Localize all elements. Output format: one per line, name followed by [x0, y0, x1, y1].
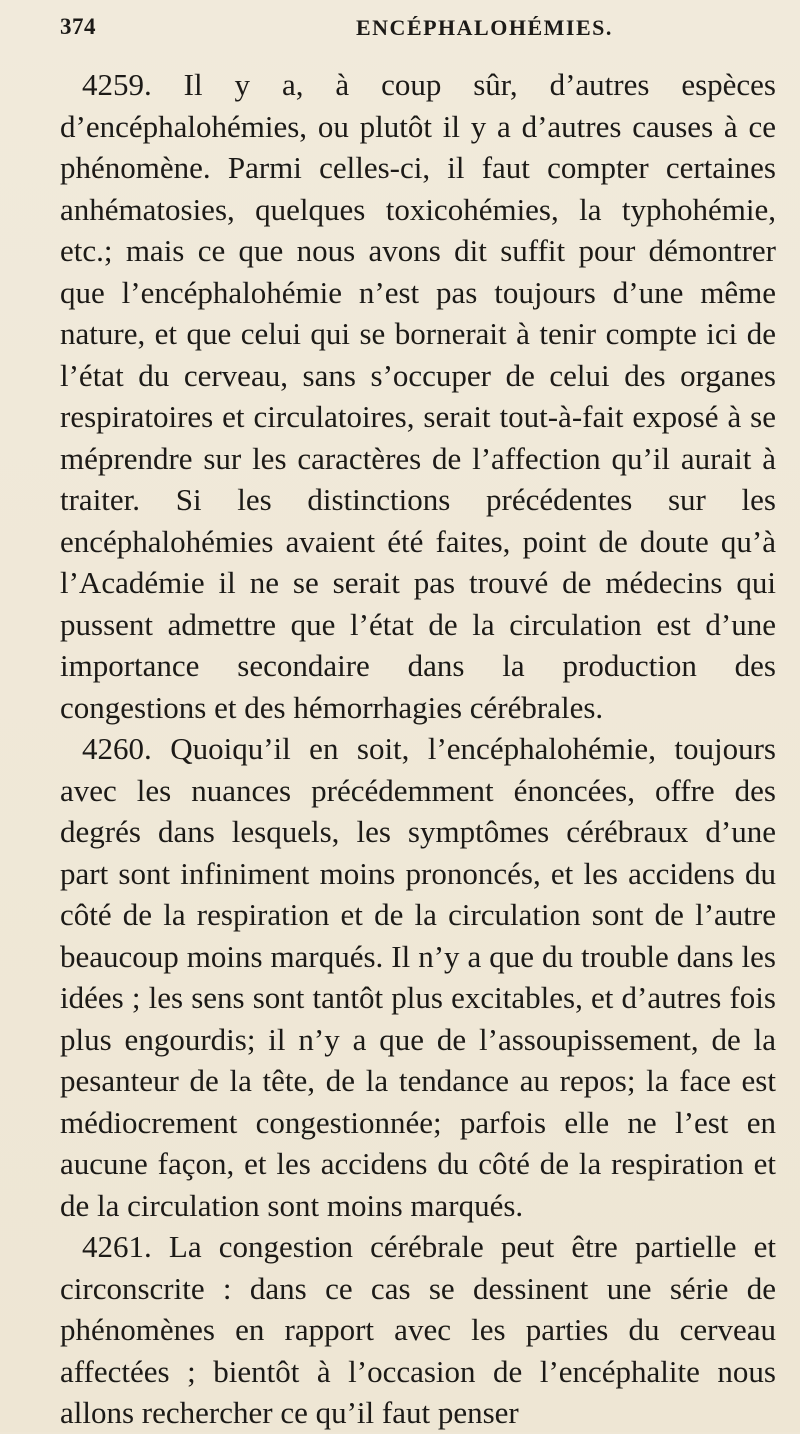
running-head — [60, 0, 780, 64]
body-text — [60, 64, 776, 1434]
paragraph-4261: 4261. La congestion cérébrale peut être partielle et circonscrite : dans ce cas se dessinent une série de phénomènes en rapport avec les parties du cerveau affectées ; bientôt à l’occasion de l’encéphalite nous allons rechercher ce qu’il faut penser — [60, 1229, 776, 1430]
page-number: 374 — [60, 14, 96, 39]
paragraph-4260: 4260. Quoiqu’il en soit, l’encéphalohémie, toujours avec les nuances précédemment énoncées, offre des degrés dans lesquels, les symptômes cérébraux d’une part sont infiniment moins prononcés, et les accidens du côté de la respiration et de la circulation sont de l’autre beaucoup moins marqués. Il n’y a que du trouble dans les idées ; les sens sont tantôt plus excitables, et d’autres fois plus engourdis; il n’y a que de l’assoupissement, de la pesanteur de la tête, de la tendance au repos; la face est médiocrement congestionnée; parfois elle ne l’est en aucune façon, et les accidens du côté de la respiration et de la circulation sont moins marqués. — [60, 731, 776, 1223]
running-title: ENCÉPHALOHÉMIES. — [356, 15, 613, 40]
paragraph-4259: 4259. Il y a, à coup sûr, d’autres espèces d’encéphalohémies, ou plutôt il y a d’autres causes à ce phénomène. Parmi celles-ci, il faut compter certaines anhématosies, quelques toxicohémies, la typhohémie, etc.; mais ce que nous avons dit suffit pour démontrer que l’encéphalohémie n’est pas toujours d’une même nature, et que celui qui se bornerait à tenir compte ici de l’état du cerveau, sans s’occuper de celui des organes respiratoires et circulatoires, serait tout-à-fait exposé à se méprendre sur les caractères de l’affection qu’il aurait à traiter. Si les distinctions précédentes sur les encéphalohémies avaient été faites, point de doute qu’à l’Académie il ne se serait pas trouvé de médecins qui pussent admettre que l’état de la circulation est d’une importance secondaire dans la production des congestions et des hémorrhagies cérébrales. — [60, 67, 776, 725]
